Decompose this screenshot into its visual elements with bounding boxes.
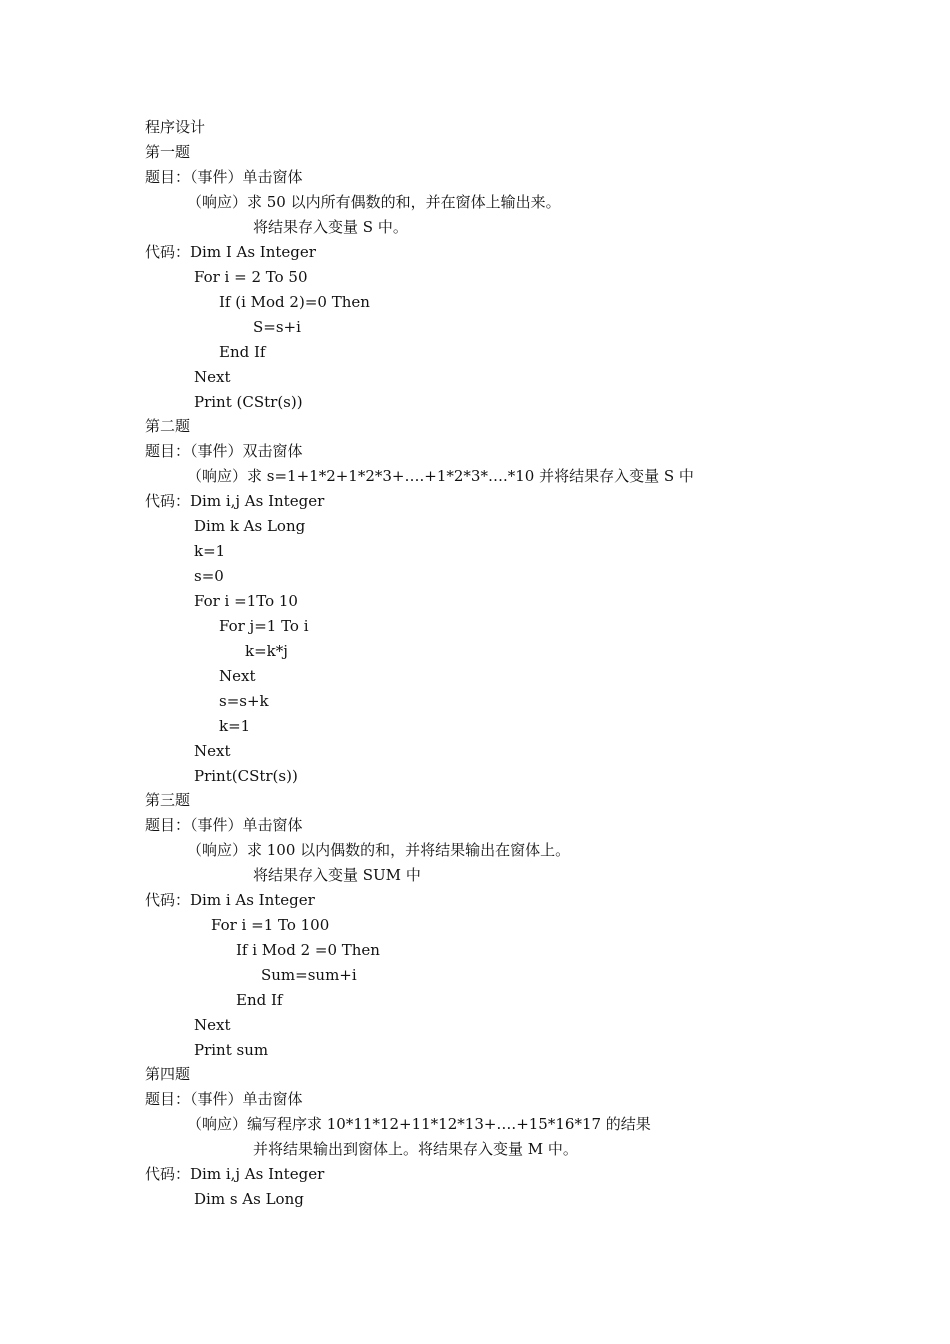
question-3-response: （响应）求 100 以内偶数的和，并将结果输出在窗体上。 [187, 841, 571, 859]
question-4-response-cont: 并将结果输出到窗体上。将结果存入变量 M 中。 [253, 1140, 578, 1158]
code-line: Next [194, 368, 231, 386]
code-line: k=1 [194, 542, 226, 560]
code-line: k=1 [219, 717, 251, 735]
code-line: For j=1 To i [219, 617, 309, 635]
code-line: Dim k As Long [194, 517, 306, 535]
code-line: For i = 2 To 50 [194, 268, 308, 286]
code-line: If (i Mod 2)=0 Then [219, 293, 370, 311]
code-line: Sum=sum+i [261, 966, 357, 984]
question-1-heading: 第一题 [145, 143, 191, 161]
code-line: If i Mod 2 =0 Then [236, 941, 380, 959]
question-3-heading: 第三题 [145, 791, 191, 809]
code-line: 代码：Dim i,j As Integer [145, 492, 325, 510]
question-2-title: 题目：（事件）双击窗体 [145, 442, 303, 460]
code-line: Next [194, 742, 231, 760]
document-title: 程序设计 [145, 118, 206, 136]
code-line: For i =1 To 100 [211, 916, 330, 934]
code-line: For i =1To 10 [194, 592, 298, 610]
code-line: End If [236, 991, 283, 1009]
code-line: End If [219, 343, 266, 361]
question-1-response-cont: 将结果存入变量 S 中。 [253, 218, 408, 236]
question-4-title: 题目：（事件）单击窗体 [145, 1090, 303, 1108]
code-line: Print(CStr(s)) [194, 767, 298, 785]
code-line: s=s+k [219, 692, 269, 710]
code-line: S=s+i [253, 318, 301, 336]
code-line: Dim s As Long [194, 1190, 304, 1208]
question-3-response-cont: 将结果存入变量 SUM 中 [253, 866, 421, 884]
question-2-response: （响应）求 s=1+1*2+1*2*3+….+1*2*3*….*10 并将结果存入变量 S 中 [187, 467, 694, 485]
code-line: k=k*j [245, 642, 288, 660]
question-3-title: 题目：（事件）单击窗体 [145, 816, 303, 834]
question-4-response: （响应）编写程序求 10*11*12+11*12*13+….+15*16*17 的结果 [187, 1115, 651, 1133]
code-line: Next [194, 1016, 231, 1034]
question-1-title: 题目：（事件）单击窗体 [145, 168, 303, 186]
code-line: 代码：Dim i As Integer [145, 891, 315, 909]
question-4-heading: 第四题 [145, 1065, 191, 1083]
code-line: 代码：Dim I As Integer [145, 243, 316, 261]
question-1-response: （响应）求 50 以内所有偶数的和，并在窗体上输出来。 [187, 193, 561, 211]
question-2-heading: 第二题 [145, 417, 191, 435]
code-line: Print sum [194, 1041, 269, 1059]
code-line: Print (CStr(s)) [194, 393, 303, 411]
code-line: Next [219, 667, 256, 685]
code-line: s=0 [194, 567, 224, 585]
code-line: 代码：Dim i,j As Integer [145, 1165, 325, 1183]
